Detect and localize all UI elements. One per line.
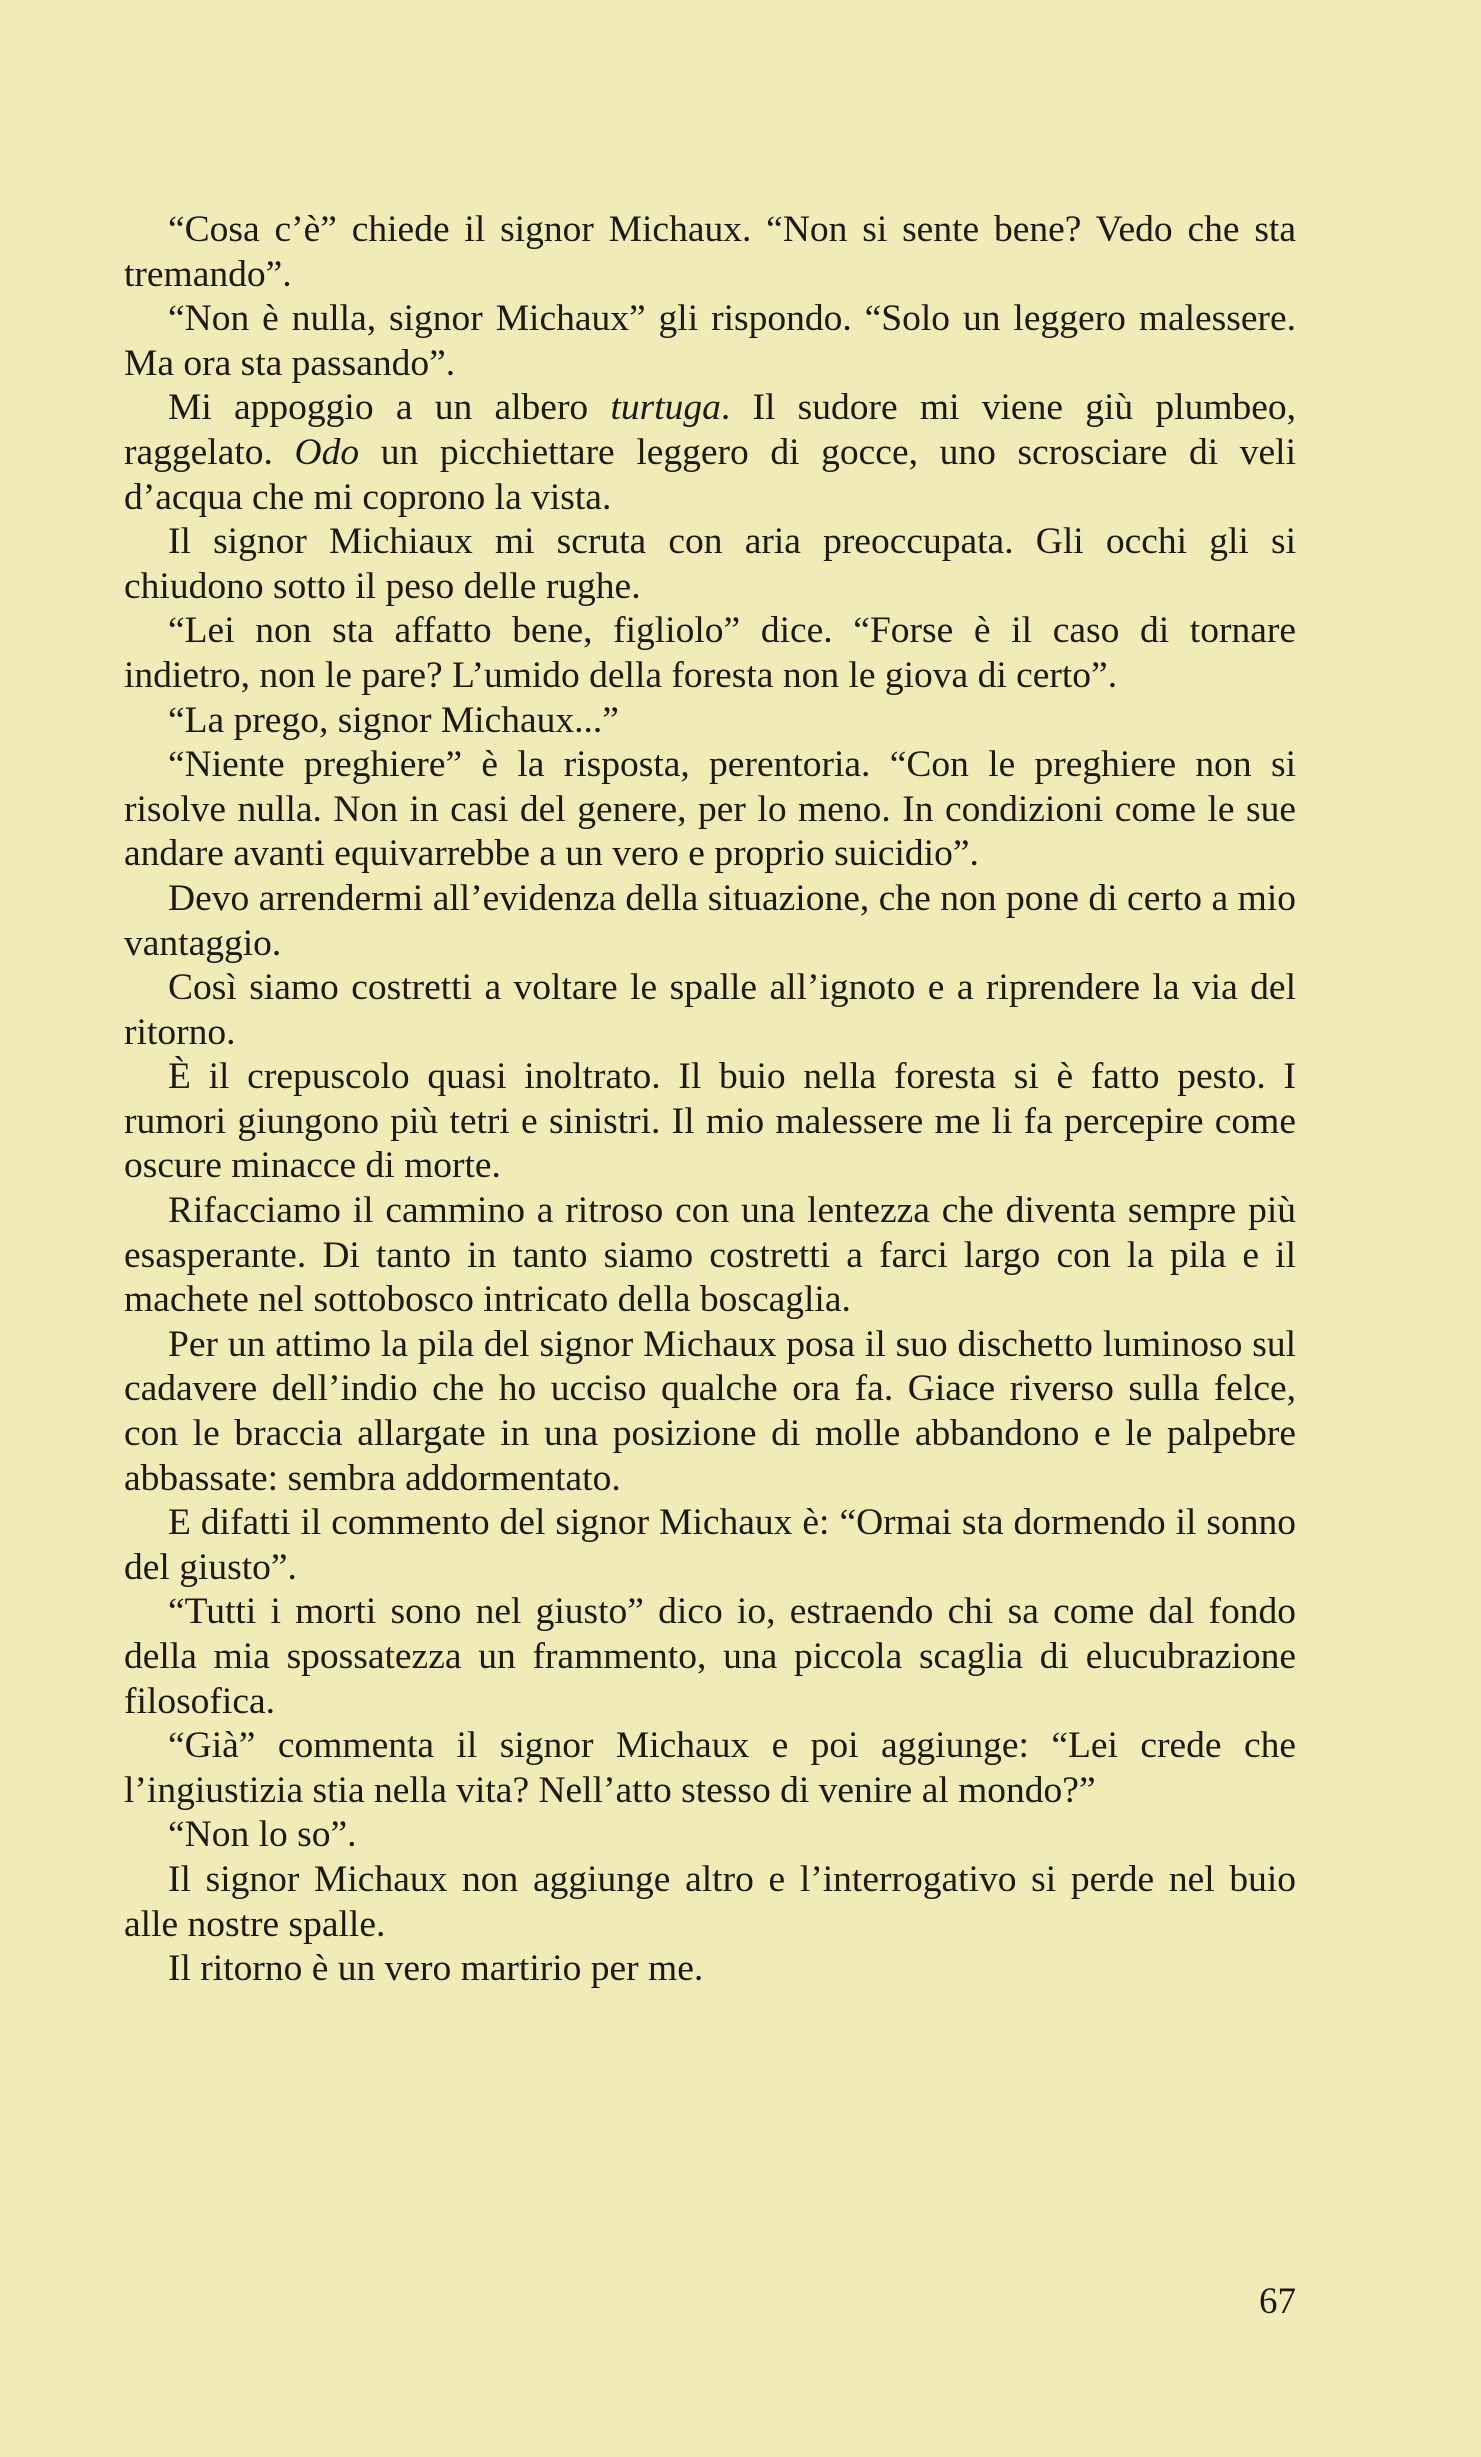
paragraph: “Niente preghiere” è la risposta, perentoria. “Con le preghiere non si risolve nulla. Non in casi del genere, per lo meno. In condizioni come le sue andare avanti equivarrebbe a un vero e proprio suicidio”.	[124, 744, 1296, 875]
paragraph: E difatti il commento del signor Michaux è: “Ormai sta dormendo il sonno del giusto”.	[124, 1502, 1296, 1588]
paragraph: “Non lo so”.	[168, 1814, 357, 1856]
paragraph: Così siamo costretti a voltare le spalle all’ignoto e a riprendere la via del ritorno.	[124, 967, 1296, 1053]
paragraph: Il ritorno è un vero martirio per me.	[168, 1948, 704, 1990]
paragraph: “Cosa c’è” chiede il signor Michaux. “Non si sente bene? Vedo che sta tremando”.	[124, 209, 1296, 295]
italic-word: turtuga	[610, 387, 721, 429]
paragraph: Rifacciamo il cammino a ritroso con una lentezza che diventa sempre più esasperante. Di tanto in tanto siamo costretti a farci largo con la pila e il machete nel sottobosco intricato della boscaglia.	[124, 1190, 1296, 1321]
paragraph: Mi appoggio a un albero turtuga. Il sudore mi viene giù plumbeo, raggelato. Odo un picchiettare leggero di gocce, uno scrosciare di veli d’acqua che mi coprono la vista.	[124, 387, 1297, 518]
paragraph: “Lei non sta affatto bene, figliolo” dice. “Forse è il caso di tornare indietro, non le pare? L’umido della foresta non le giova di certo”.	[124, 610, 1296, 696]
paragraph: Per un attimo la pila del signor Michaux posa il suo dischetto luminoso sul cadavere dell’indio che ho ucciso qualche ora fa. Giace riverso sulla felce, con le braccia allargate in una posizione di molle abbandono e le palpebre abbassate: sembra addormentato.	[124, 1323, 1296, 1499]
paragraph: “Già” commenta il signor Michaux e poi aggiunge: “Lei crede che l’ingiustizia stia nella vita? Nell’atto stesso di venire al mondo?”	[124, 1725, 1296, 1811]
italic-word: Odo	[294, 431, 360, 473]
paragraph: Il signor Michiaux mi scruta con aria preoccupata. Gli occhi gli si chiudono sotto il peso delle rughe.	[124, 521, 1296, 607]
paragraph: Devo arrendermi all’evidenza della situazione, che non pone di certo a mio vantaggio.	[124, 877, 1296, 964]
paragraph: “Non è nulla, signor Michaux” gli rispondo. “Solo un leggero malessere. Ma ora sta passando”.	[124, 298, 1296, 384]
page-number: 67	[1259, 2281, 1296, 2322]
paragraph: Il signor Michaux non aggiunge altro e l’interrogativo si perde nel buio alle nostre spalle.	[124, 1858, 1296, 1945]
body-text	[124, 208, 1296, 1992]
paragraph: “Tutti i morti sono nel giusto” dico io, estraendo chi sa come dal fondo della mia spossatezza un frammento, una piccola scaglia di elucubrazione filosofica.	[124, 1591, 1296, 1722]
paragraph: È il crepuscolo quasi inoltrato. Il buio nella foresta si è fatto pesto. I rumori giungono più tetri e sinistri. Il mio malessere me li fa percepire come oscure minacce di morte.	[124, 1056, 1296, 1187]
paragraph: “La prego, signor Michaux...”	[168, 699, 619, 741]
